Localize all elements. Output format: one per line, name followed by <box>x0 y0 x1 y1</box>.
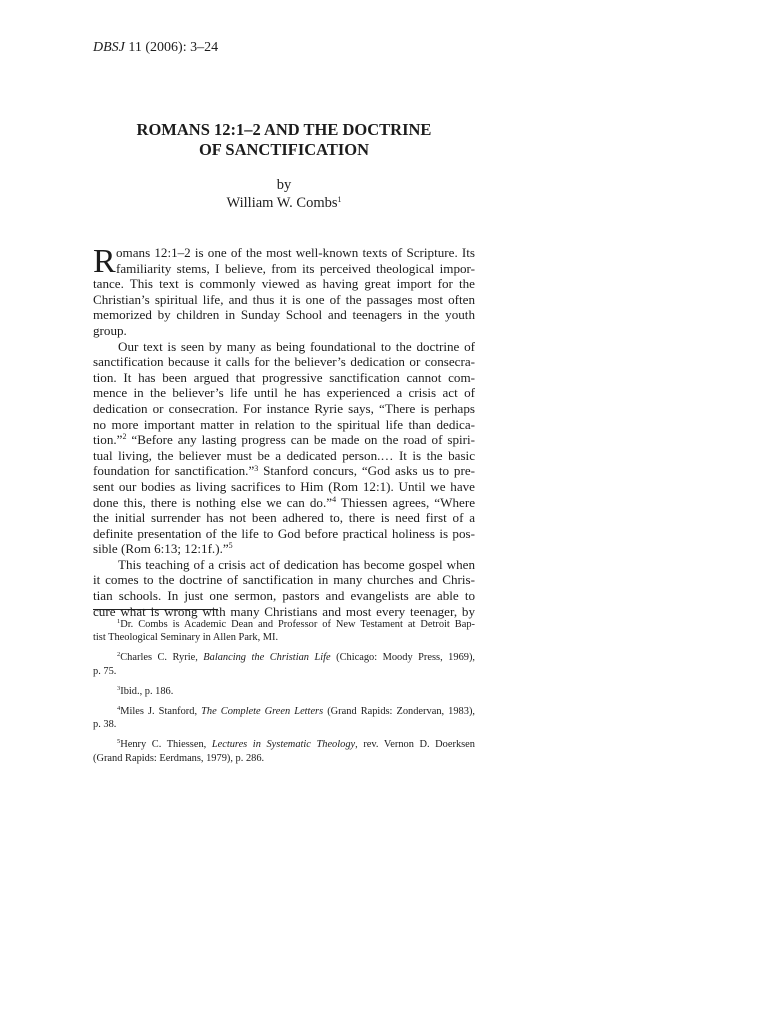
footnote-text: Dr. Combs is Academic Dean and Professor of New Testament at Detroit Bap- <box>120 619 475 630</box>
article-body <box>93 245 475 619</box>
body-line-text: “Before any lasting progress can be made on the road of spiri- <box>126 432 475 448</box>
footnote-line: p. 75. <box>93 665 117 677</box>
body-line <box>93 495 475 511</box>
footnote-text: Charles C. Ryrie, <box>120 652 204 664</box>
body-line: tual living, the believer must be a dedicated person.… It is the basic <box>93 447 475 463</box>
body-line-text: sible (Rom 6:13; 12:1f.).” <box>93 541 229 557</box>
body-line: it comes to the doctrine of sanctification in many churches and Chris- <box>93 572 475 588</box>
body-line-text: tion.” <box>93 432 123 448</box>
title-line-2: OF SANCTIFICATION <box>198 140 370 159</box>
running-header <box>93 40 218 56</box>
body-line: This teaching of a crisis act of dedication has become gospel when <box>118 556 475 572</box>
footnote-line: p. 38. <box>93 719 117 731</box>
footnote-2 <box>93 651 475 677</box>
footnote-number: 3 <box>117 684 121 692</box>
footnote-text: Ibid., p. 186. <box>120 685 174 697</box>
footnotes <box>93 618 475 772</box>
body-line-text: Thiessen agrees, “Where <box>336 494 475 510</box>
footnote-text: Miles J. Stanford, <box>120 705 202 717</box>
body-line <box>93 432 475 448</box>
footnote-text: Henry C. Thiessen, <box>120 739 212 751</box>
drop-cap: R <box>93 243 116 280</box>
body-line <box>93 541 475 557</box>
footnote-number: 1 <box>117 618 121 626</box>
footnote-3 <box>93 685 475 698</box>
footnote-ref-3[interactable]: 3 <box>254 463 259 473</box>
body-line: sanctification because it calls for the believer’s dedication or consecra- <box>93 354 475 370</box>
body-line: Our text is seen by many as being foundational to the doctrine of <box>118 338 475 354</box>
body-line: Christian’s spiritual life, and thus it is one of the passages most often <box>93 291 475 307</box>
author-footnote-ref[interactable]: 1 <box>337 195 342 205</box>
cited-work-title: The Complete Green Letters <box>201 705 324 717</box>
footnote-ref-4[interactable]: 4 <box>332 494 337 504</box>
article-title <box>93 120 475 160</box>
body-line-text: done this, there is nothing else we can do.” <box>93 494 333 510</box>
footnote-text: , rev. Vernon D. Doerksen <box>355 739 475 751</box>
paragraph-2 <box>93 339 475 557</box>
body-line: dedication or consecration. For instance Ryrie says, “There is perhaps <box>93 400 475 416</box>
journal-issue: 11 (2006): 3–24 <box>128 40 219 55</box>
footnote-text: (Grand Rapids: Zondervan, 1983), <box>323 705 476 717</box>
footnote-line <box>93 738 475 751</box>
body-line: mence in the believer’s life until he has experienced a crisis act of <box>93 385 475 401</box>
footnote-4 <box>93 705 475 731</box>
footnote-line: tist Theological Seminary in Allen Park, MI. <box>93 632 279 644</box>
footnote-divider <box>93 609 218 610</box>
body-line: no more important matter in relation to the spiritual life than dedica- <box>93 416 475 432</box>
body-line: group. <box>93 322 127 338</box>
body-line: sent our bodies as living sacrifices to Him (Rom 12:1). Until we have <box>93 478 475 494</box>
body-line: the initial surrender has not been adhered to, there is need first of a <box>93 510 475 526</box>
footnote-line <box>93 705 475 718</box>
footnote-ref-2[interactable]: 2 <box>122 432 127 442</box>
journal-abbreviation: DBSJ <box>93 40 125 55</box>
body-line-text: familiarity stems, I believe, from its perceived theological impor- <box>116 260 475 276</box>
footnote-5 <box>93 738 475 764</box>
author-line <box>93 194 475 212</box>
body-line <box>93 261 475 277</box>
body-line-text: Stanford concurs, “God asks us to pre- <box>258 463 475 479</box>
body-line: tian schools. In just one sermon, pastors and evangelists are able to <box>93 588 475 604</box>
body-line-text: omans 12:1–2 is one of the most well-known texts of Scripture. Its <box>116 245 475 260</box>
footnote-number: 4 <box>117 705 121 713</box>
byline-by: by <box>276 177 292 193</box>
body-line: definite presentation of the life to God before practical holiness is pos- <box>93 525 475 541</box>
body-line: cure what is wrong with many Christians and most every teenager, by <box>93 603 475 619</box>
footnote-line <box>93 618 475 631</box>
cited-work-title: Lectures in Systematic Theology <box>211 739 356 751</box>
footnote-number: 5 <box>117 738 121 746</box>
paragraph-1 <box>93 245 475 339</box>
footnote-line <box>93 685 475 698</box>
footnote-number: 2 <box>117 651 121 659</box>
body-line: tance. This text is commonly viewed as having great import for the <box>93 276 475 292</box>
author-name: William W. Combs <box>226 195 338 211</box>
footnote-line: (Grand Rapids: Eerdmans, 1979), p. 286. <box>93 752 265 764</box>
body-line-text: foundation for sanctification.” <box>93 463 255 479</box>
body-line: tion. It has been argued that progressive sanctification cannot com- <box>93 369 475 385</box>
footnote-ref-5[interactable]: 5 <box>228 541 233 551</box>
byline <box>93 176 475 212</box>
footnote-1 <box>93 618 475 644</box>
body-line: memorized by children in Sunday School and teenagers in the youth <box>93 307 475 323</box>
body-line <box>93 463 475 479</box>
footnote-text: (Chicago: Moody Press, 1969), <box>330 652 476 664</box>
footnote-line <box>93 651 475 664</box>
title-line-1: ROMANS 12:1–2 AND THE DOCTRINE <box>136 120 432 139</box>
cited-work-title: Balancing the Christian Life <box>203 652 331 664</box>
